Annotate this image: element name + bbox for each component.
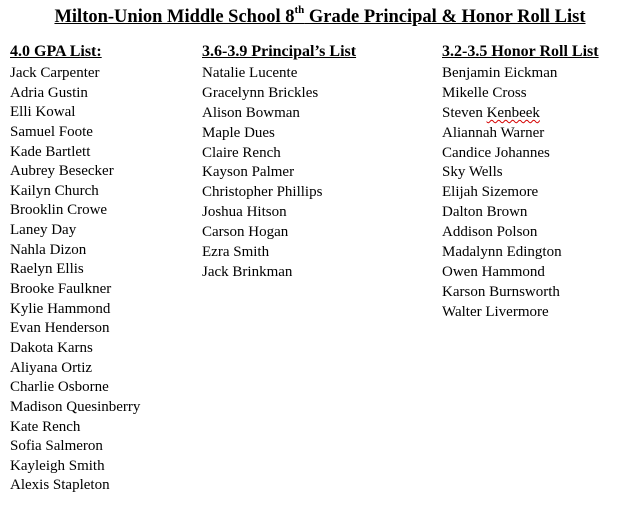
list-item: Maple Dues	[202, 124, 275, 141]
list-item: Elli Kowal	[10, 104, 76, 121]
gpa-4-column	[10, 42, 190, 496]
principals-name-list	[202, 64, 432, 283]
list-item: Mikelle Cross	[442, 84, 527, 101]
gpa-4-name-list	[10, 64, 190, 496]
list-item: Sofia Salmeron	[10, 438, 103, 455]
list-item: Kayson Palmer	[202, 164, 295, 181]
principals-list-column	[202, 42, 432, 283]
list-item: Kate Rench	[10, 418, 81, 435]
principals-list-heading: 3.6-3.9 Principal’s List	[202, 43, 357, 60]
list-item: Joshua Hitson	[202, 204, 287, 221]
list-item: Elijah Sizemore	[442, 184, 539, 201]
list-item: Dakota Karns	[10, 339, 93, 356]
list-item: Brooklin Crowe	[10, 202, 108, 219]
list-item: Alexis Stapleton	[10, 477, 110, 494]
list-item: Benjamin Eickman	[442, 65, 558, 81]
gpa-4-heading: 4.0 GPA List:	[10, 43, 102, 60]
list-item: Evan Henderson	[10, 320, 110, 337]
list-item: Jack Brinkman	[202, 263, 293, 280]
page-title	[0, 3, 640, 28]
list-item: Candice Johannes	[442, 144, 550, 161]
list-item: Owen Hammond	[442, 263, 545, 280]
list-item	[442, 104, 632, 124]
list-item: Samuel Foote	[10, 123, 93, 140]
list-item: Aubrey Besecker	[10, 163, 114, 180]
list-item: Laney Day	[10, 222, 77, 239]
list-item: Alison Bowman	[202, 104, 300, 121]
list-item: Ezra Smith	[202, 244, 270, 261]
list-item: Kailyn Church	[10, 182, 99, 199]
list-item: Aliannah Warner	[442, 124, 545, 141]
honor-roll-column	[442, 42, 632, 323]
name-first: Steven	[442, 104, 487, 121]
list-item: Claire Rench	[202, 144, 281, 161]
list-item: Walter Livermore	[442, 303, 549, 320]
list-item: Madison Quesinberry	[10, 398, 141, 415]
list-item: Adria Gustin	[10, 84, 88, 101]
spellcheck-flagged-word: Kenbeek	[486, 104, 540, 121]
list-item: Carson Hogan	[202, 224, 289, 241]
title-superscript: th	[294, 3, 305, 16]
title-suffix: Grade Principal & Honor Roll List	[304, 7, 586, 27]
list-item: Gracelynn Brickles	[202, 84, 319, 101]
list-item: Aliyana Ortiz	[10, 359, 93, 376]
list-item: Addison Polson	[442, 224, 538, 241]
honor-roll-name-list	[442, 64, 632, 323]
list-item: Madalynn Edington	[442, 244, 562, 261]
list-item: Brooke Faulkner	[10, 281, 112, 298]
list-item: Christopher Phillips	[202, 184, 323, 201]
list-item: Natalie Lucente	[202, 65, 298, 81]
list-item: Jack Carpenter	[10, 65, 100, 81]
list-item: Karson Burnsworth	[442, 283, 560, 300]
list-item: Nahla Dizon	[10, 241, 87, 258]
list-item: Kylie Hammond	[10, 300, 111, 317]
honor-roll-heading: 3.2-3.5 Honor Roll List	[442, 43, 599, 60]
list-item: Raelyn Ellis	[10, 261, 84, 278]
list-item: Sky Wells	[442, 164, 503, 181]
list-item: Kade Bartlett	[10, 143, 91, 160]
list-item: Charlie Osborne	[10, 379, 109, 396]
list-item: Dalton Brown	[442, 204, 528, 221]
list-item: Kayleigh Smith	[10, 457, 105, 474]
title-prefix: Milton-Union Middle School 8	[54, 7, 295, 27]
